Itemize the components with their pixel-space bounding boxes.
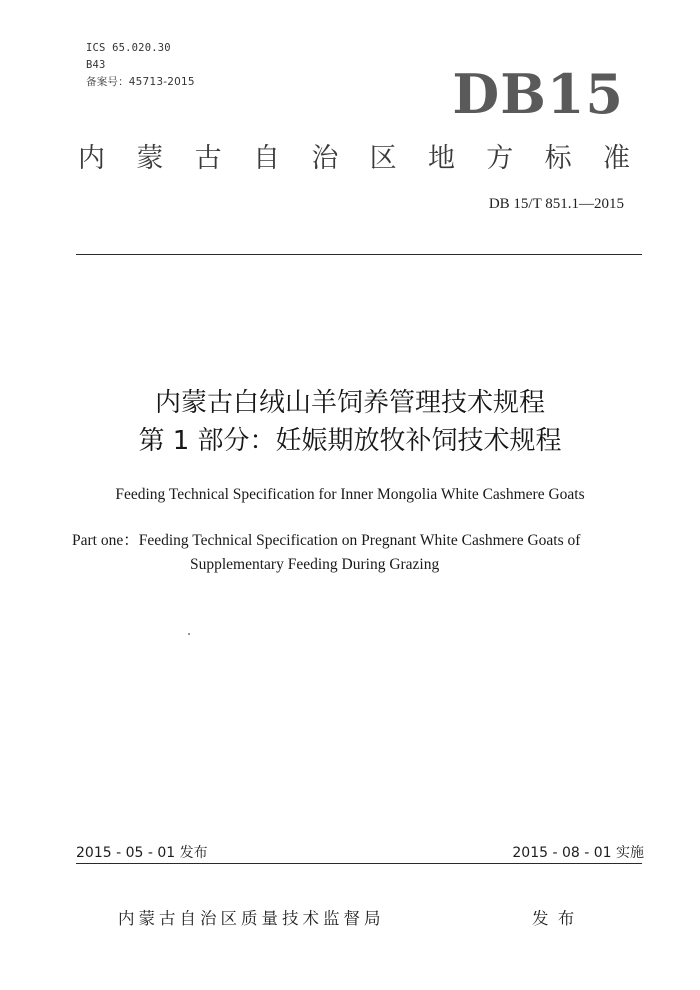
scan-speck bbox=[188, 633, 190, 635]
ics-code: ICS 65.020.30 bbox=[86, 42, 171, 54]
category-char: 内 bbox=[78, 143, 105, 174]
issue-date: 2015 - 05 - 01 发布 bbox=[76, 845, 208, 861]
category-char: 区 bbox=[369, 143, 397, 174]
category-char: 地 bbox=[427, 143, 455, 174]
db15-logo: DB15 bbox=[452, 62, 624, 126]
category-char: 蒙 bbox=[136, 143, 164, 174]
header-divider bbox=[76, 254, 642, 255]
title-en-part-line1: Part one：Feeding Technical Specification on Pregnant White Cashmere Goats of bbox=[72, 532, 581, 549]
category-char: 治 bbox=[311, 143, 339, 174]
issue-label: 发 布 bbox=[532, 909, 577, 928]
title-cn-main: 内蒙古白绒山羊饲养管理技术规程 bbox=[154, 388, 545, 418]
title-cn-part: 第 1 部分：妊娠期放牧补饲技术规程 bbox=[138, 426, 562, 456]
category-char: 自 bbox=[252, 143, 280, 174]
title-en-main: Feeding Technical Specification for Inner Mongolia White Cashmere Goats bbox=[115, 486, 585, 503]
record-number: 备案号：45713-2015 bbox=[86, 76, 195, 88]
standard-category bbox=[78, 143, 630, 175]
footer-divider bbox=[76, 863, 642, 864]
effective-date: 2015 - 08 - 01 实施 bbox=[512, 845, 644, 861]
category-char: 古 bbox=[194, 143, 222, 174]
standard-number: DB 15/T 851.1—2015 bbox=[488, 196, 624, 212]
title-en-part-line2: Supplementary Feeding During Grazing bbox=[190, 556, 440, 573]
ccs-code: B43 bbox=[86, 59, 106, 71]
category-char: 标 bbox=[544, 143, 572, 174]
category-char: 方 bbox=[486, 143, 514, 174]
issuing-authority: 内蒙古自治区质量技术监督局 bbox=[118, 909, 385, 928]
category-char: 准 bbox=[602, 143, 630, 174]
